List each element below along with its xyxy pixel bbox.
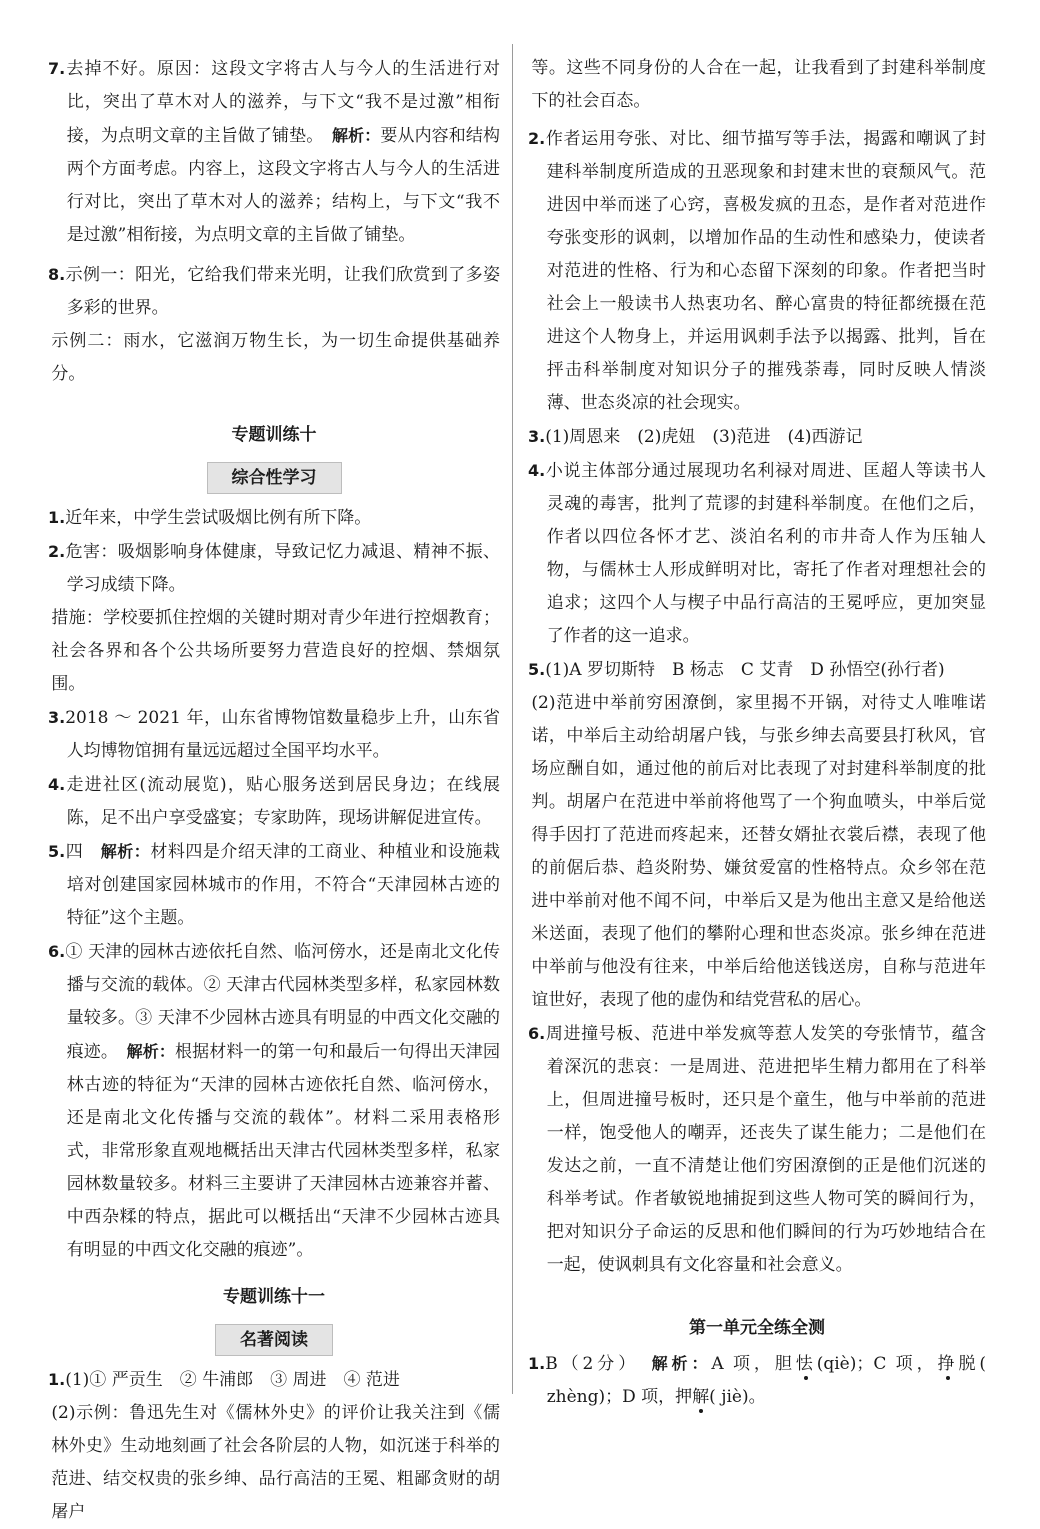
s10-answer-1: 1.近年来，中学生尝试吸烟比例有所下降。 [48,508,372,528]
r-answer-3: 3.(1)周恩来 (2)虎妞 (3)范进 (4)西游记 [528,427,863,447]
answer-8-example-2: 示例二：雨水，它滋润万物生长，为一切生命提供基础养分。 [51,331,500,384]
s10-answer-6: 6.① 天津的园林古迹依托自然、临河傍水，还是南北文化传播与交流的载体。② 天津古代园林类型多样，私家园林数量较多。③ 天津不少园林古迹具有明显的中西文化交融的痕迹。 解析：根据材料一的第一句和最后一句得出天津园林古迹的特征为“天津的园林古迹依托自然、临河傍水，还是南北文化传播与交流的载体”。材料二采用表格形式，非常形象直观地概括出天津古代园林类型多样，私家园林数量较多。材料三主要讲了天津园林古迹兼容并蓄、中西杂糅的特点，据此可以概括出“天津不少园林古迹具有明显的中西文化交融的痕迹”。 [48,942,501,1260]
section-title-10: 专题训练十 [231,425,317,445]
unit-title: 第一单元全练全测 [689,1318,825,1338]
r-answer-6: 6.周进撞号板、范进中举发疯等惹人发笑的夸张情节，蕴含着深沉的悲哀：一是周进、范进把毕生精力都用在了科举上，但周进撞号板时，还只是个童生，他与中举前的范进一样，饱受他人的嘲弄，还丧失了谋生能力；二是他们在发达之前，一直不清楚让他们穷困潦倒的正是他们沉迷的科举考试。作者敏锐地捕捉到这些人物可笑的瞬间行为，把对知识分子命运的反思和他们瞬间的行为巧妙地结合在一起，使讽刺具有文化容量和社会意义。 [528,1024,986,1275]
s11-answer-1-part-2: (2)示例：鲁迅先生对《儒林外史》的评价让我关注到《儒林外史》生动地刻画了社会各阶层的人物，如沉迷于科举的范进、结交权贵的张乡绅、品行高洁的王冕、粗鄙贪财的胡屠户 [51,1403,500,1522]
left-column [48,52,500,1529]
section-title-11: 专题训练十一 [223,1287,325,1307]
s10-answer-5: 5.四 解析：材料四是介绍天津的工商业、种植业和设施栽培对创建国家园林城市的作用，不符合“天津园林古迹的特征”这个主题。 [48,842,501,928]
r-answer-2: 2.作者运用夸张、对比、细节描写等手法，揭露和嘲讽了封建科举制度所造成的丑恶现象和封建末世的衰颓风气。范进因中举而迷了心窍，喜极发疯的丑态，是作者对范进作夸张变形的讽刺，以增加作品的生动性和感染力，使读者对范进的性格、行为和心态留下深刻的印象。作者把当时社会上一般读书人热衷功名、醉心富贵的特征都统摄在范进这个人物身上，并运用讽刺手法予以揭露、批判，旨在抨击科举制度对知识分子的摧残荼毒，同时反映人情淡薄、世态炎凉的社会现实。 [528,129,986,413]
right-column [528,52,986,1414]
r-answer-4: 4.小说主体部分通过展现功名利禄对周进、匡超人等读书人灵魂的毒害，批判了荒谬的封建科举制度。在他们之后，作者以四位各怀才艺、淡泊名利的市井奇人作为压轴人物，与儒林士人形成鲜明对比，寄托了作者对理想社会的追求；这四个人与楔子中品行高洁的王冕呼应，更加突显了作者的这一追求。 [528,461,986,646]
s10-answer-4: 4.走进社区(流动展览)，贴心服务送到居民身边；在线展陈，足不出户享受盛宴；专家助阵，现场讲解促进宣传。 [48,775,500,828]
s10-answer-3: 3.2018 ～ 2021 年，山东省博物馆数量稳步上升，山东省人均博物馆拥有量远远超过全国平均水平。 [48,708,500,761]
emphasis-char: 怯 [795,1354,817,1374]
section-box-11: 名著阅读 [48,1324,500,1357]
unit-answer-1: 1.B（2分） 解析：A 项，胆怯(qiè)；C 项，挣脱( zhèng)；D 项，押解( jiè)。 [528,1354,987,1407]
s10-answer-2: 2.危害：吸烟影响身体健康，导致记忆力减退、精神不振、学习成绩下降。 [48,542,500,595]
answer-7: 7.去掉不好。原因：这段文字将古人与今人的生活进行对比，突出了草木对人的滋养，与下文“我不是过激”相衔接，为点明文章的主旨做了铺垫。 解析：要从内容和结构两个方面考虑。内容上，这段文字将古人与今人的生活进行对比，突出了草木对人的滋养；结构上，与下文“我不是过激”相衔接，为点明文章的主旨做了铺垫。 [48,59,501,245]
s10-answer-2-measures: 措施：学校要抓住控烟的关键时期对青少年进行控烟教育；社会各界和各个公共场所要努力营造良好的控烟、禁烟氛围。 [51,608,500,694]
column-divider [512,44,513,1394]
r-answer-5: 5.(1)A 罗切斯特 B 杨志 C 艾青 D 孙悟空(孙行者) [528,660,945,680]
section-box-10: 综合性学习 [48,462,500,495]
r-answer-5-part-2: (2)范进中举前穷困潦倒，家里揭不开锅，对待丈人唯唯诺诺，中举后主动给胡屠户钱，与张乡绅去高要县打秋风，官场应酬自如，通过他的前后对比表现了对封建科举制度的批判。胡屠户在范进中举前将他骂了一个狗血喷头，中举后觉得手因打了范进而疼起来，还替女婿扯衣裳后襟，表现了他的前倨后恭、趋炎附势、嫌贫爱富的性格特点。众乡邻在范进中举前对他不闻不问，中举后又是为他出主意又是给他送米送面，表现了他们的攀附心理和世态炎凉。张乡绅在范进中举前与他没有往来，中举后给他送钱送房，自称与范进年谊世好，表现了他的虚伪和结党营私的居心。 [531,693,986,1010]
emphasis-char: 解 [692,1387,710,1407]
emphasis-char: 挣 [937,1354,959,1374]
answer-8: 8.示例一：阳光，它给我们带来光明，让我们欣赏到了多姿多彩的世界。 [48,265,500,318]
continued-text: 等。这些不同身份的人合在一起，让我看到了封建科举制度下的社会百态。 [531,58,986,111]
s11-answer-1: 1.(1)① 严贡生 ② 牛浦郎 ③ 周进 ④ 范进 [48,1370,400,1390]
